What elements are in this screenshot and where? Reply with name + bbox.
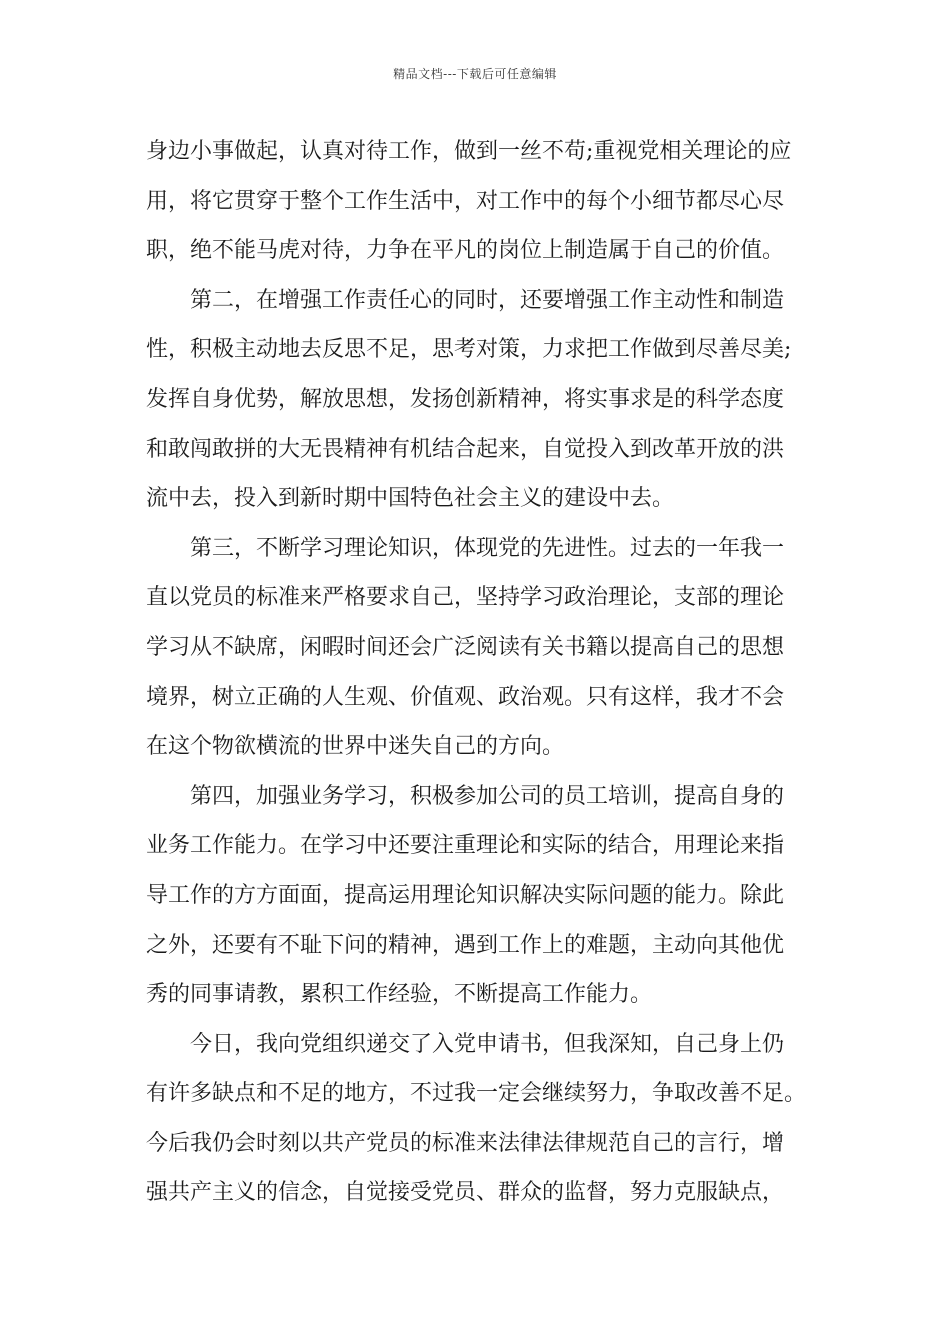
text-line: 发挥自身优势，解放思想，发扬创新精神，将实事求是的科学态度 [146,386,785,412]
text-line: 性，积极主动地去反思不足，思考对策，力求把工作做到尽善尽美; [146,337,792,363]
text-line: 强共产主义的信念，自觉接受党员、群众的监督，努力克服缺点， [146,1180,785,1206]
page-header: 精品文档---下载后可任意编辑 [393,67,557,81]
paragraph-start-line: 第四，加强业务学习，积极参加公司的员工培训，提高自身的 [190,783,785,809]
text-line: 之外，还要有不耻下问的精神，遇到工作上的难题，主动向其他优 [146,932,785,958]
text-line: 今后我仍会时刻以共产党员的标准来法律法律规范自己的言行，增 [146,1130,785,1156]
text-line: 导工作的方方面面，提高运用理论知识解决实际问题的能力。除此 [146,882,785,908]
text-line: 和敢闯敢拼的大无畏精神有机结合起来，自觉投入到改革开放的洪 [146,436,785,462]
text-line: 用，将它贯穿于整个工作生活中，对工作中的每个小细节都尽心尽 [146,188,785,214]
text-line: 学习从不缺席，闲暇时间还会广泛阅读有关书籍以提高自己的思想 [146,634,785,660]
text-line: 秀的同事请教，累积工作经验，不断提高工作能力。 [146,982,653,1008]
text-line: 业务工作能力。在学习中还要注重理论和实际的结合，用理论来指 [146,833,785,859]
text-line: 境界，树立正确的人生观、价值观、政治观。只有这样，我才不会 [146,684,785,710]
paragraph-start-line: 第三，不断学习理论知识，体现党的先进性。过去的一年我一 [190,535,785,561]
text-line: 直以党员的标准来严格要求自己，坚持学习政治理论，支部的理论 [146,585,785,611]
text-line: 在这个物欲横流的世界中迷失自己的方向。 [146,734,565,760]
paragraph-start-line: 今日，我向党组织递交了入党申请书，但我深知，自己身上仍 [190,1031,785,1057]
text-line: 职，绝不能马虎对待，力争在平凡的岗位上制造属于自己的价值。 [146,238,785,264]
paragraph-start-line: 第二，在增强工作责任心的同时，还要增强工作主动性和制造 [190,287,785,313]
text-line: 身边小事做起，认真对待工作，做到一丝不苟;重视党相关理论的应 [146,139,792,164]
document-body [146,127,818,1218]
text-line: 流中去，投入到新时期中国特色社会主义的建设中去。 [146,486,675,512]
text-line: 有许多缺点和不足的地方，不过我一定会继续努力，争取改善不足。 [146,1081,807,1107]
